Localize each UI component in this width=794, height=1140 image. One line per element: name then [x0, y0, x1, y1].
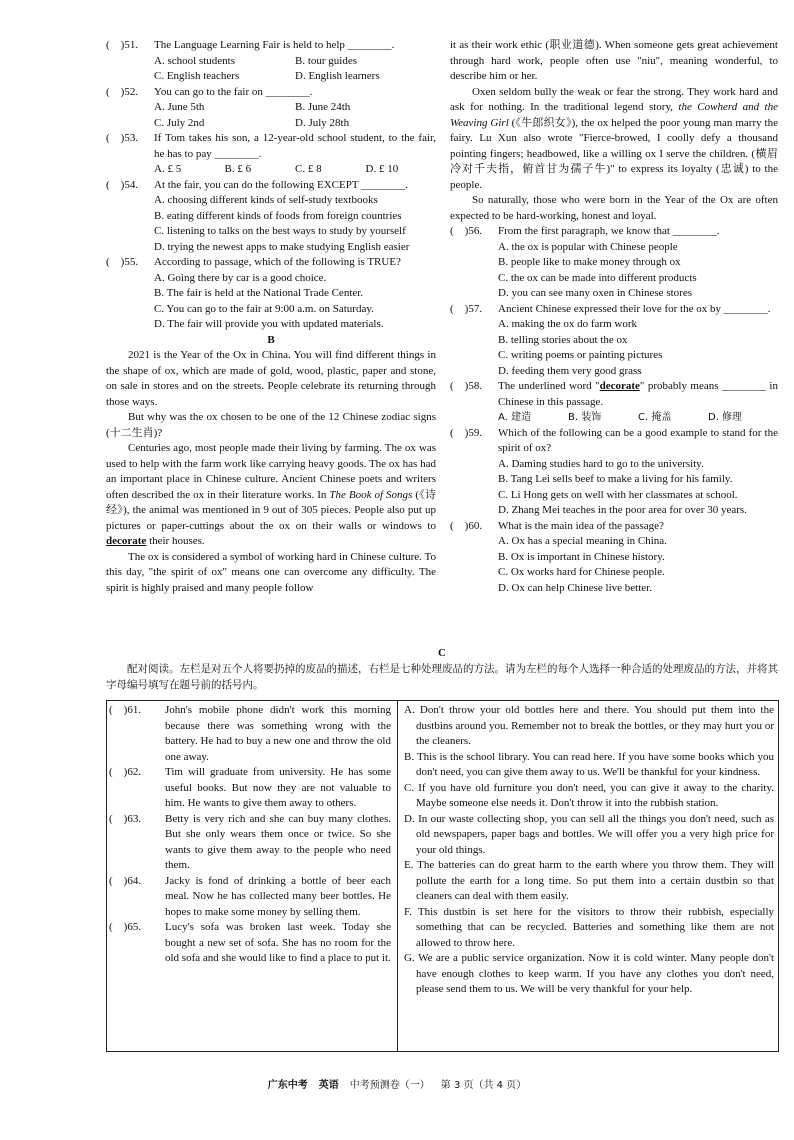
question-53 [106, 131, 436, 178]
option-a: A. £ 5 [154, 163, 182, 175]
question-56 [450, 224, 778, 302]
option-b: B. The fair is held at the National Trade Center. [154, 287, 364, 299]
passage-paragraph [450, 85, 778, 194]
question-number[interactable]: ( )60. [450, 519, 483, 532]
option-d: D. 修理 [708, 412, 743, 423]
option-b: B. Ox is important in Chinese history. [498, 550, 665, 563]
matching-right-column [398, 701, 778, 1051]
question-number[interactable]: ( )54. [106, 178, 139, 191]
page-footer [0, 1078, 794, 1094]
matching-table [106, 700, 779, 1052]
passage-text: their houses. [146, 535, 205, 547]
option-b: B. tour guides [295, 54, 358, 67]
option-a: A. Daming studies hard to go to the university. [498, 457, 704, 470]
match-item-62 [109, 765, 391, 812]
option-d: D. Ox can help Chinese live better. [498, 581, 652, 594]
story-title: the Cowherd and the Weaving Girl [450, 101, 778, 129]
passage-paragraph [106, 441, 436, 550]
option-c: C. July 2nd [154, 116, 205, 129]
question-number[interactable]: ( )53. [106, 132, 139, 144]
match-option-a: A. Don't throw your old bottles here and there. You should put them into the dustbins around you. Remember not to break the bottles, or they may hurt you or the cleaners. [404, 704, 774, 747]
question-stem: From the first paragraph, we know that ________. [498, 225, 720, 237]
match-description: John's mobile phone didn't work this morning because there was something wrong with the battery. He had to buy a new one and throw the old one away. [165, 704, 391, 763]
question-stem: What is the main idea of the passage? [498, 519, 664, 532]
match-description: Tim will graduate from university. He has some useful books. But now they are not valuable to him. He wants to give them away to others. [165, 766, 391, 809]
question-stem: Which of the following can be a good example to stand for the spirit of ox? [498, 426, 778, 454]
question-52 [106, 85, 436, 132]
match-item-63 [109, 812, 391, 874]
question-number[interactable]: ( )51. [106, 39, 139, 51]
match-option-b: B. This is the school library. You can read here. If you have some books which you don't need, you can give them away to us. We'll be thankful for your kindness. [404, 750, 774, 778]
option-a: A. choosing different kinds of self-study textbooks [154, 194, 378, 206]
underlined-word: decorate [106, 535, 147, 547]
option-c: C. You can go to the fair at 9:00 a.m. on Saturday. [154, 302, 374, 315]
option-a: A. school students [154, 54, 235, 67]
passage-paragraph: But why was the ox chosen to be one of the 12 Chinese zodiac signs (十二生肖)? [106, 411, 436, 439]
option-c: C. Li Hong gets on well with her classmates at school. [498, 488, 738, 501]
option-b: B. £ 6 [224, 163, 252, 175]
option-a: A. making the ox do farm work [498, 318, 637, 330]
option-c: C. 掩盖 [638, 412, 672, 423]
option-a: A. Ox has a special meaning in China. [498, 535, 667, 547]
option-b: B. people like to make money through ox [498, 256, 681, 268]
option-b: B. eating different kinds of foods from foreign countries [154, 209, 402, 222]
question-57 [450, 302, 778, 380]
footer-page-number: 第 3 页（共 4 页） [440, 1080, 527, 1091]
match-option-f: F. This dustbin is set here for the visitors to throw their rubbish, especially something that can be recycled. Batteries and something like them are not allowed to throw here. [404, 905, 774, 949]
question-54 [106, 178, 436, 256]
question-number[interactable]: ( )59. [450, 426, 483, 439]
passage-text: Oxen seldom bully the weak or fear the strong. They work hard and ask for nothing. In the traditional legend story, [450, 85, 778, 113]
match-description: Jacky is fond of drinking a bottle of beer each meal. Now he has collected many beer bottles. He hopes to make some money by selling them. [165, 874, 391, 918]
option-d: D. The fair will provide you with updated materials. [154, 318, 384, 330]
question-60 [450, 519, 778, 597]
question-stem: You can go to the fair on ________. [154, 85, 313, 98]
passage-paragraph: So naturally, those who were born in the Year of the Ox are often expected to be hard-working, honest and loyal. [450, 194, 778, 222]
passage-text: (《牛郎织女》), the ox helped the poor young man marry the fairy. Lu Xun also wrote "Fierce-browed, I coolly defy a thousand pointing fingers; headbowed, like a willing ox I serve the children. (横眉冷对千夫指，俯首甘为孺子牛)" to express its loyalty (忠诚) to the people. [450, 116, 778, 191]
book-title: The Book of Songs [329, 488, 413, 501]
option-b: B. June 24th [295, 101, 351, 113]
right-column [450, 38, 778, 596]
match-description: Lucy's sofa was broken last week. Today she bought a new set of sofa. She has no room for the old sofa and she would like to find a place to put it. [165, 921, 391, 964]
question-stem: At the fair, you can do the following EXCEPT ________. [154, 178, 408, 191]
match-option-c: C. If you have old furniture you don't need, you can give it away to the charity. Maybe someone else needs it. Don't throw it into the rubbish station. [404, 781, 774, 809]
option-d: D. you can see many oxen in Chinese stores [498, 287, 692, 299]
question-number[interactable]: ( )65. [109, 921, 142, 933]
section-c-instructions: 配对阅读。左栏是对五个人将要扔掉的废品的描述，右栏是七种处理废品的方法。请为左栏的每个人选择一种合适的处理废品的方法，并将其字母编号填写在题号前的括号内。 [106, 663, 778, 691]
question-stem: Ancient Chinese expressed their love for the ox by ________. [498, 302, 771, 315]
option-b: B. 装饰 [568, 412, 602, 423]
option-d: D. trying the newest apps to make studying English easier [154, 240, 410, 253]
question-51 [106, 38, 436, 85]
option-d: D. July 28th [295, 116, 350, 129]
question-number[interactable]: ( )57. [450, 302, 483, 315]
option-b: B. Tang Lei sells beef to make a living for his family. [498, 473, 733, 485]
question-58 [450, 379, 778, 426]
question-number[interactable]: ( )52. [106, 85, 139, 98]
option-b: B. telling stories about the ox [498, 333, 628, 346]
footer-paper: 中考预测卷（一） [349, 1080, 430, 1091]
option-c: C. listening to talks on the best ways to study by yourself [154, 225, 406, 237]
question-number[interactable]: ( )56. [450, 225, 483, 237]
question-stem [498, 379, 778, 410]
section-b-title: B [267, 333, 275, 346]
passage-paragraph: 2021 is the Year of the Ox in China. You will find different things in the shape of ox, which are made of gold, wood, plastic, paper and stone, on sale in stores and on the streets. People celebrate its returning through those ways. [106, 349, 436, 408]
option-c: C. Ox works hard for Chinese people. [498, 566, 665, 578]
footer-subject: 英语 [318, 1080, 339, 1091]
match-item-65 [109, 920, 391, 967]
match-option-g: G. We are a public service organization. Now it is cold winter. Many people don't have enough clothes to keep warm. If you have any clothes you don't need, please send them to us. We will be very thankful for your help. [404, 952, 774, 995]
passage-paragraph: The ox is considered a symbol of working hard in Chinese culture. To this day, "the spirit of ox" means one can overcome any difficulty. The spirit is highly praised and many people follow [106, 550, 436, 594]
option-c: C. £ 8 [295, 163, 322, 175]
option-d: D. £ 10 [365, 163, 399, 175]
question-number[interactable]: ( )61. [109, 704, 142, 716]
left-column [106, 38, 436, 596]
underlined-word: decorate [599, 380, 640, 392]
match-item-61 [109, 703, 391, 765]
passage-b [106, 348, 436, 596]
question-number[interactable]: ( )55. [106, 256, 139, 268]
stem-text: " probably means ________ in Chinese in this passage. [498, 380, 778, 408]
question-59 [450, 426, 778, 519]
option-a: A. Going there by car is a good choice. [154, 271, 327, 284]
section-c-title: C [438, 647, 446, 659]
question-number[interactable]: ( )64. [109, 874, 142, 887]
option-c: C. English teachers [154, 70, 240, 82]
question-55 [106, 255, 436, 333]
match-item-64 [109, 874, 391, 921]
question-number[interactable]: ( )58. [450, 380, 483, 392]
question-stem: According to passage, which of the following is TRUE? [154, 256, 401, 268]
question-number[interactable]: ( )62. [109, 766, 142, 778]
stem-text: The underlined word " [498, 380, 600, 392]
option-a: A. June 5th [154, 101, 205, 113]
match-description: Betty is very rich and she can buy many clothes. But she only wears them once or twice. So she wants to give them away to the people who need them. [165, 812, 391, 871]
match-option-d: D. In our waste collecting shop, you can sell all the things you don't need, such as old newspapers, paper bags and bottles. We will offer you a very high price for your old things. [404, 812, 774, 856]
option-c: C. writing poems or painting pictures [498, 349, 663, 361]
footer-brand: 广东中考 [267, 1080, 308, 1091]
option-d: D. Zhang Mei teaches in the poor area for over 30 years. [498, 504, 747, 516]
option-c: C. the ox can be made into different products [498, 271, 697, 284]
passage-text: Centuries ago, most people made their living by farming. The ox was used to help with the farm work like carrying heavy goods. The ox has had an important place in Chinese culture. Ancient Chinese poets and writers often described the ox in their literature works. In [106, 442, 436, 501]
passage-paragraph-continued: it as their work ethic (职业道德). When someone gets great achievement through hard work, people often use "niu", meaning wonderful, to describe him or her. [450, 39, 778, 82]
option-d: D. feeding them very good grass [498, 364, 642, 377]
match-option-e: E. The batteries can do great harm to the earth where you throw them. They will pollute the earth for a long time. So put them into a certain dustbin so that cleaners can deal with them easily. [404, 859, 774, 902]
matching-left-column [107, 701, 398, 1051]
passage-text: (《诗经》), the animal was mentioned in 9 out of 305 pieces. People also put up pictures or paper-cuttings about the ox on their walls or windows to [106, 488, 436, 532]
question-number[interactable]: ( )63. [109, 812, 142, 825]
question-stem: The Language Learning Fair is held to help ________. [154, 39, 395, 51]
option-a: A. 建造 [498, 412, 532, 423]
option-a: A. the ox is popular with Chinese people [498, 240, 678, 253]
option-d: D. English learners [295, 70, 380, 82]
question-stem: If Tom takes his son, a 12-year-old school student, to the fair, he has to pay ________. [154, 132, 436, 160]
